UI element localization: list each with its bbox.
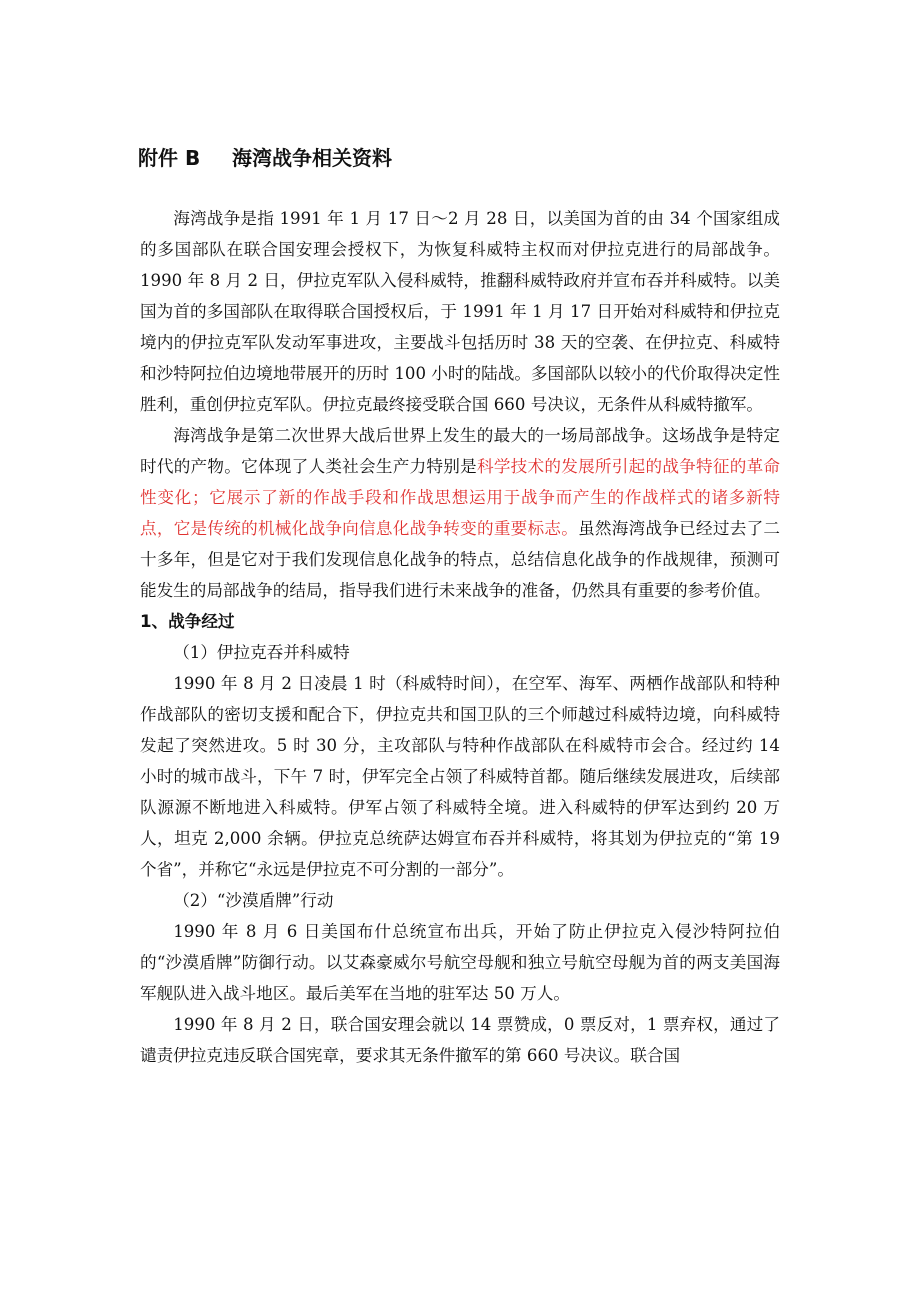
significance-text-start: 海湾战争是第二次世界大战后世界上发生的最大的一场局部战争。这场战争是特定时代的产物。它体现了人类社会生产力特别是 [140, 426, 780, 476]
un-resolution-paragraph: 1990 年 8 月 2 日，联合国安理会就以 14 票赞成，0 票反对，1 票弃权，通过了谴责伊拉克违反联合国宪章，要求其无条件撤军的第 660 号决议。联合国 [140, 1015, 780, 1065]
subsection-heading-annexation: （1）伊拉克吞并科威特 [173, 643, 350, 662]
annexation-paragraph: 1990 年 8 月 2 日凌晨 1 时（科威特时间），在空军、海军、两栖作战部队和特种作战部队的密切支援和配合下，伊拉克共和国卫队的三个师越过科威特边境，向科威特发起了突然进攻。5 时 30 分，主攻部队与特种作战部队在科威特市会合。经过约 14 小时的城市战斗，下午 7 时，伊军完全占领了科威特首都。随后继续发展进攻，后续部队源源不断地进入科威特。伊军占领了科威特全境。进入科威特的伊军达到约 20 万人，坦克 2,000 余辆。伊拉克总统萨达姆宣布吞并科威特，将其划为伊拉克的“第 19 个省”，并称它“永远是伊拉克不可分割的一部分”。 [140, 674, 780, 879]
title-label: 附件 B [138, 146, 201, 170]
document-body [140, 203, 780, 1071]
subsection-heading-desert-shield: （2）“沙漠盾牌”行动 [173, 891, 334, 910]
title-text: 海湾战争相关资料 [232, 146, 392, 170]
significance-paragraph [140, 420, 780, 606]
significance-text-end: 虽然海湾战争已经过去了二十多年，但是它对于我们发现信息化战争的特点，总结信息化战争的作战规律，预测可能发生的局部战争的结局，指导我们进行未来战争的准备，仍然具有重要的参考价值。 [140, 519, 781, 600]
section-heading-war-process: 1、战争经过 [140, 612, 235, 631]
document-title [138, 143, 392, 173]
highlighted-text: 科学技术的发展所引起的战争特征的革命性变化；它展示了新的作战手段和作战思想运用于战争而产生的作战样式的诸多新特点，它是传统的机械化战争向信息化战争转变的重要标志。 [140, 457, 781, 538]
desert-shield-paragraph: 1990 年 8 月 6 日美国布什总统宣布出兵，开始了防止伊拉克入侵沙特阿拉伯的“沙漠盾牌”防御行动。以艾森豪威尔号航空母舰和独立号航空母舰为首的两支美国海军舰队进入战斗地区。最后美军在当地的驻军达 50 万人。 [140, 922, 780, 1003]
intro-paragraph: 海湾战争是指 1991 年 1 月 17 日～2 月 28 日，以美国为首的由 34 个国家组成的多国部队在联合国安理会授权下，为恢复科威特主权而对伊拉克进行的局部战争。1990 年 8 月 2 日，伊拉克军队入侵科威特，推翻科威特政府并宣布吞并科威特。以美国为首的多国部队在取得联合国授权后，于 1991 年 1 月 17 日开始对科威特和伊拉克境内的伊拉克军队发动军事进攻，主要战斗包括历时 38 天的空袭、在伊拉克、科威特和沙特阿拉伯边境地带展开的历时 100 小时的陆战。多国部队以较小的代价取得决定性胜利，重创伊拉克军队。伊拉克最终接受联合国 660 号决议，无条件从科威特撤军。 [140, 209, 780, 414]
